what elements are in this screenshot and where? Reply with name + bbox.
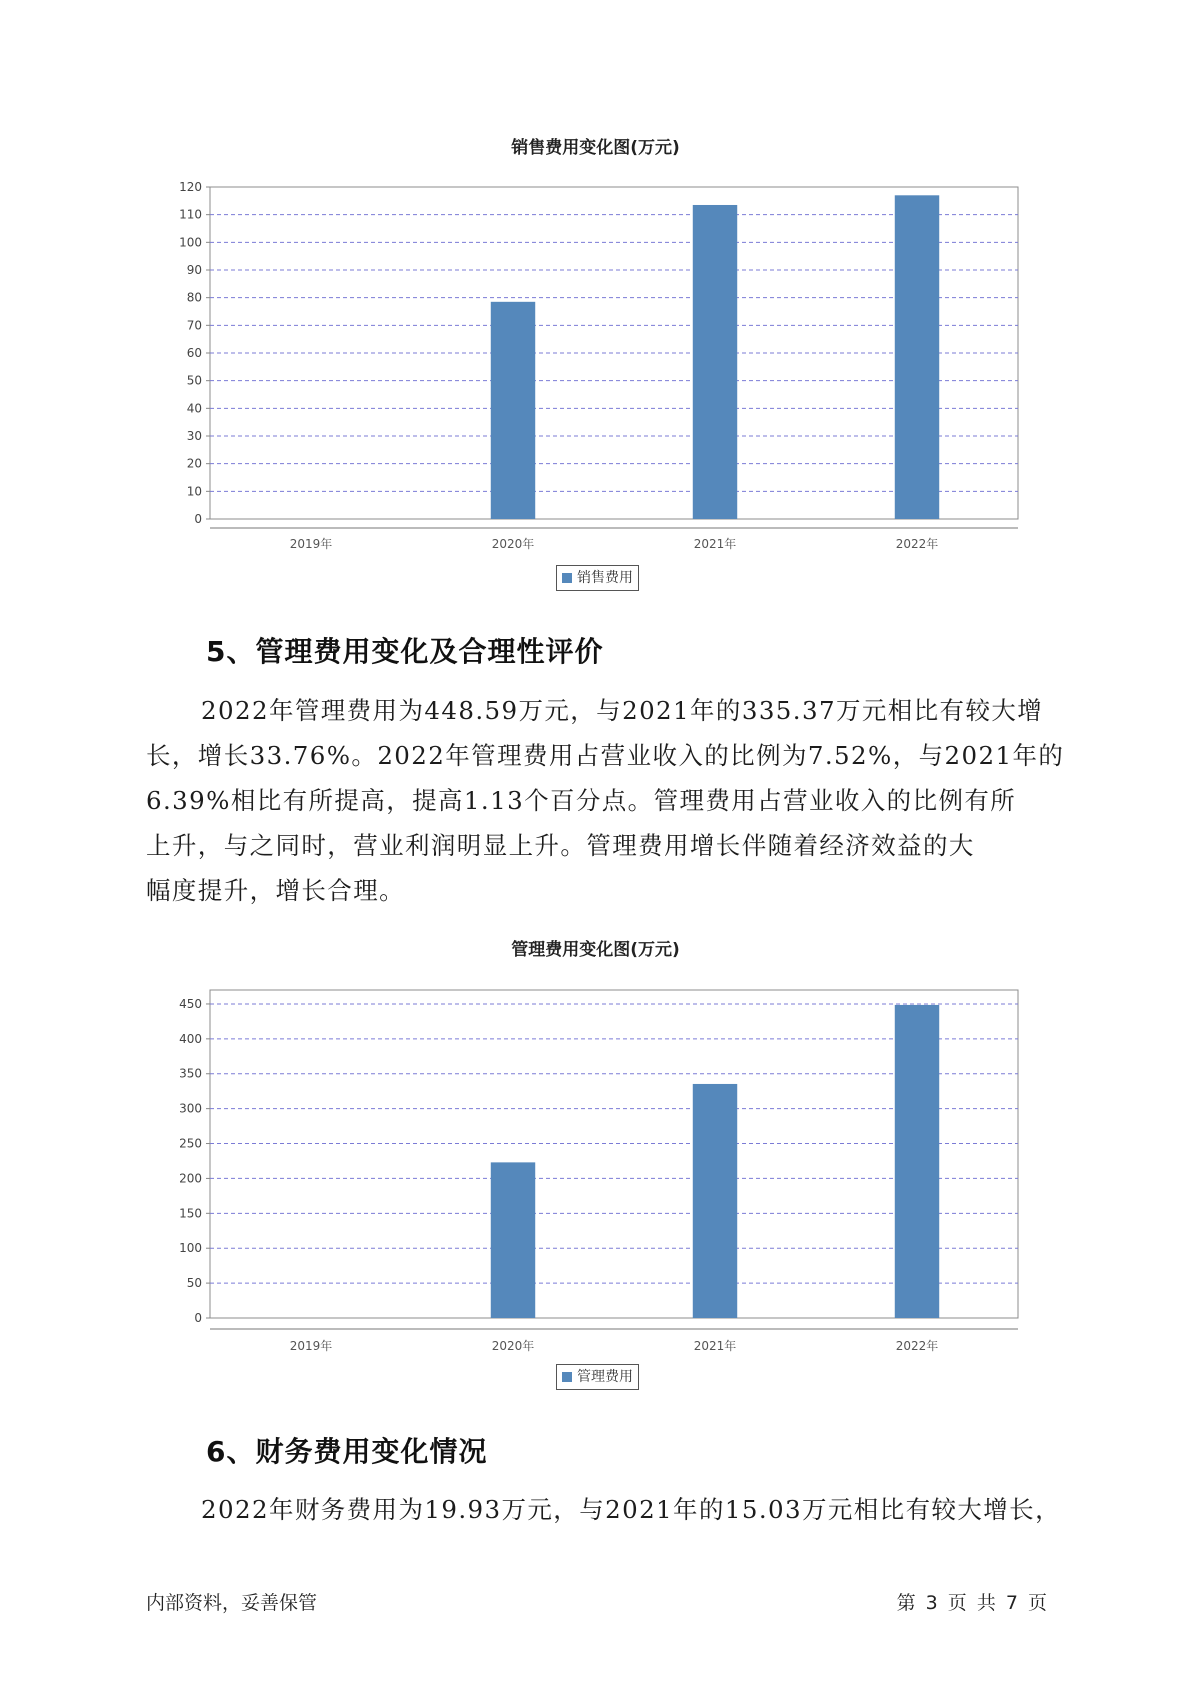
y-tick-label: 350 [179,1066,202,1081]
y-tick-label: 20 [186,456,202,471]
y-tick-label: 60 [186,346,202,360]
y-tick-label: 400 [179,1031,202,1046]
legend-swatch [562,573,572,583]
y-tick-label: 90 [186,263,202,277]
paragraph-line: 2022年财务费用为19.93万元，与2021年的15.03万元相比有较大增长， [201,1495,1061,1524]
y-tick-label: 30 [186,429,202,443]
footer-page-number: 第 3 页 共 7 页 [896,1592,1047,1614]
y-tick-label: 250 [179,1136,202,1151]
sales-expense-chart [0,170,1191,590]
x-tick-label: 2022年 [895,537,939,551]
x-tick-label: 2022年 [895,1339,939,1353]
paragraph-line: 上升，与之同时，营业利润明显上升。管理费用增长伴随着经济效益的大 [146,831,975,860]
y-tick-label: 300 [179,1101,202,1116]
admin-expense-chart [0,975,1191,1355]
y-tick-label: 100 [179,235,202,250]
bar-2021年 [693,205,737,519]
section-5-paragraph [146,688,1065,913]
x-tick-label: 2019年 [289,537,333,551]
x-tick-label: 2021年 [693,1339,737,1353]
y-tick-label: 80 [186,290,202,305]
y-tick-label: 120 [179,180,202,194]
y-tick-label: 110 [179,207,202,222]
paragraph-line: 6.39%相比有所提高，提高1.13个百分点。管理费用占营业收入的比例有所 [146,786,1017,815]
y-tick-label: 150 [179,1206,202,1221]
y-tick-label: 10 [186,484,202,499]
admin-chart-legend [556,1364,639,1390]
paragraph-line: 幅度提升，增长合理。 [146,876,405,905]
y-tick-label: 0 [194,512,202,526]
y-tick-label: 450 [179,996,202,1011]
admin-chart-title: 管理费用变化图(万元) [511,940,680,960]
y-tick-label: 50 [186,373,202,388]
y-tick-label: 0 [194,1311,202,1325]
x-tick-label: 2020年 [491,1339,535,1353]
legend-swatch [562,1372,572,1382]
section-5-heading: 5、管理费用变化及合理性评价 [206,635,604,668]
paragraph-line: 长，增长33.76%。2022年管理费用占营业收入的比例为7.52%，与2021年的 [146,741,1065,770]
bar-2021年 [693,1084,737,1318]
y-tick-label: 70 [186,318,202,333]
legend-label: 销售费用 [577,570,633,586]
x-tick-label: 2019年 [289,1339,333,1353]
footer-confidential-note: 内部资料，妥善保管 [146,1592,318,1614]
bar-2022年 [895,1005,939,1318]
legend-label: 管理费用 [577,1369,633,1385]
bar-2020年 [491,1162,535,1318]
y-tick-label: 100 [179,1241,202,1256]
x-tick-label: 2021年 [693,537,737,551]
y-tick-label: 50 [186,1276,202,1291]
sales-chart-legend [556,565,639,591]
section-6-paragraph [146,1487,1061,1532]
sales-chart-title: 销售费用变化图(万元) [511,138,680,158]
y-tick-label: 200 [179,1171,202,1186]
bar-2020年 [491,302,535,519]
y-tick-label: 40 [186,401,202,416]
x-tick-label: 2020年 [491,537,535,551]
section-6-heading: 6、财务费用变化情况 [206,1435,488,1468]
paragraph-line: 2022年管理费用为448.59万元，与2021年的335.37万元相比有较大增 [201,696,1044,725]
bar-2022年 [895,195,939,519]
